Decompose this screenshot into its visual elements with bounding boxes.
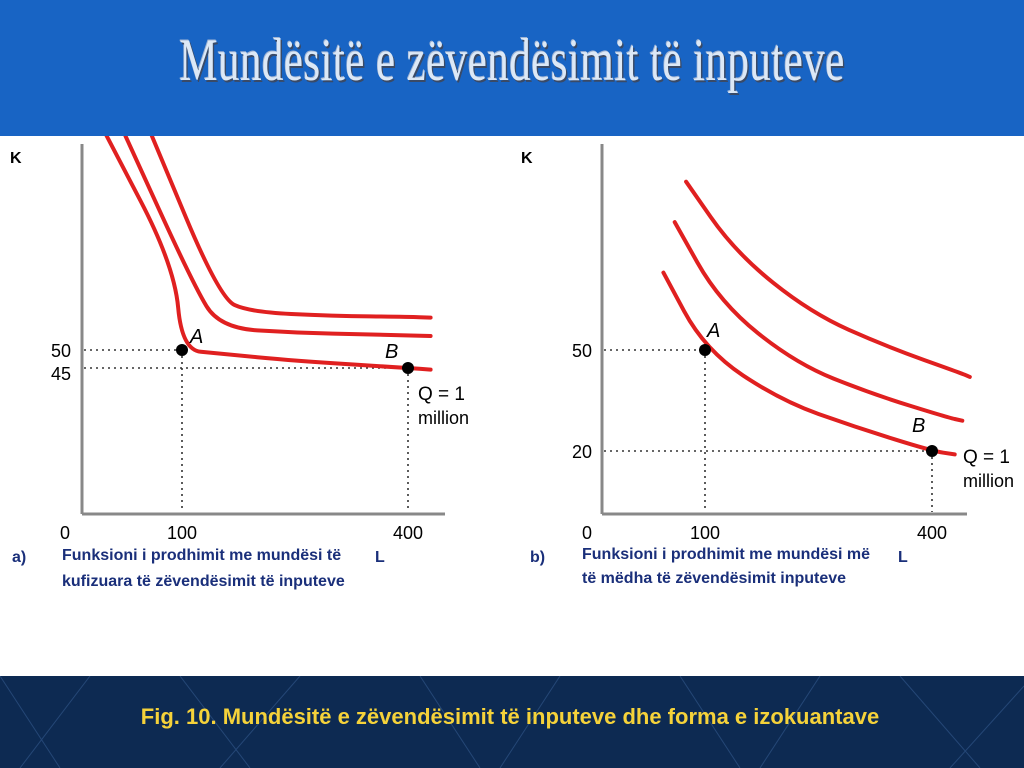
point-label-b: B: [912, 415, 926, 437]
y-tick-label-0: 50: [50, 341, 71, 361]
y-tick-label-1: 20: [571, 442, 592, 462]
caption-a-x-axis-label: L: [375, 549, 385, 566]
y-tick-label-0: 50: [571, 341, 592, 361]
isoquant-curve-0: [663, 273, 954, 455]
caption-b-mark: b): [530, 549, 546, 566]
x-tick-label-2: 400: [392, 523, 424, 543]
y-axis-label: K: [521, 150, 533, 167]
y-axis-label: K: [10, 150, 22, 167]
isoquant-curve-1: [126, 136, 431, 336]
caption-b-text: Funksioni i prodhimit me mundësi më të mëdha të zëvendësimit inputeve: [582, 546, 871, 587]
isoquant-label-line1: Q = 1: [418, 384, 465, 405]
data-point-B: [402, 362, 414, 374]
isoquant-label-line2: million: [963, 471, 1015, 491]
y-tick-label-1: 45: [50, 364, 71, 384]
caption-b-x-axis-label: L: [898, 549, 908, 566]
figure-caption: Fig. 10. Mundësitë e zëvendësimit të inputeve dhe forma e izokuantave: [140, 704, 880, 729]
data-point-A: [176, 344, 188, 356]
isoquant-curve-2: [152, 136, 431, 318]
chart-panel-a: [0, 136, 512, 546]
data-point-A: [699, 344, 711, 356]
x-tick-label-0: 0: [59, 523, 71, 543]
isoquant-label-line1: Q = 1: [963, 447, 1010, 468]
x-tick-label-1: 100: [689, 523, 721, 543]
caption-a-text: Funksioni i prodhimit me mundësi të kufizuara të zëvendësimit të inputeve: [62, 547, 345, 590]
caption-a-mark: a): [12, 549, 27, 566]
slide-title: Mundësitë e zëvendësimit të inputeve: [179, 27, 845, 93]
chart-panel-b: [512, 136, 1024, 546]
footer-banner: [0, 676, 1024, 768]
x-tick-label-1: 100: [166, 523, 198, 543]
point-label-a: A: [707, 320, 721, 342]
point-label-b: B: [385, 341, 399, 363]
isoquant-label-line2: million: [418, 408, 470, 428]
data-point-B: [926, 445, 938, 457]
isoquant-curve-2: [686, 182, 970, 377]
x-tick-label-2: 400: [916, 523, 948, 543]
x-tick-label-0: 0: [581, 523, 593, 543]
point-label-a: A: [190, 326, 204, 348]
header-banner: [0, 0, 1024, 136]
